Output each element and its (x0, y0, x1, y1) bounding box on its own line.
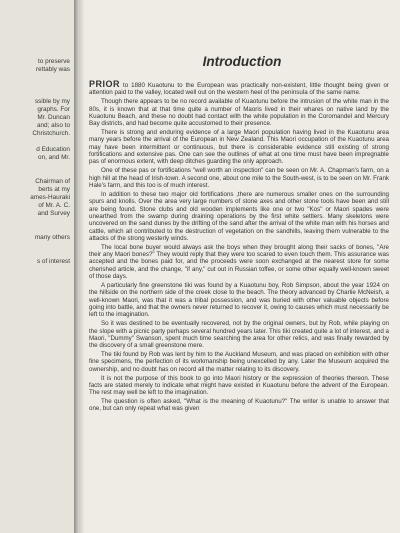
paragraph-text: to 1880 Kuaotunu to the European was practically non-existent, little thought being given or attention paid to the valley, located well out on the western heel of the peninsula of the same name. (89, 82, 389, 97)
left-page-line: ssible by my (34, 98, 70, 105)
introduction-body (89, 81, 389, 414)
left-page-line: to preserve (38, 58, 70, 65)
left-page-line: rettably was (35, 66, 70, 73)
paragraph-text: The local bone buyer would always ask the boys when they brought along their sacks of bones, "Are their any Maori bones?" They would reply that they were too scared to even touch them. This assurance was accepted and the bones paid for, and the proceeds were soon exchanged at the nearest store for some cherished article, and the change, "if any," cut out in Russian toffee, or some other equally well-known sweet of those days. (89, 243, 389, 281)
left-page (0, 0, 74, 533)
paragraph-text: One of these pas or fortifications "well worth an inspection" can be seen on Mr. A. Chapman's farm, on a high hill at the head of Irish-town. A second one, about one mile to the South-west, is to be seen on Mr. Frank Hale's farm, and this too is of much interest. (89, 167, 389, 189)
paragraph (89, 398, 389, 413)
paragraph-text: The tiki found by Rob was lent by him to the Auckland Museum, and was placed on exhibition with other fine specimens, the perfection of its workmanship being unexcelled by any. Later the Museum acquired the ownership, and no doubt has on record all the matter relating to its discovery. (89, 351, 389, 373)
left-page-line: d Education (36, 146, 70, 153)
dropcap-word: PRIOR (89, 79, 121, 89)
paragraph-text: A particularly fine greenstone tiki was found by a Kuaotunu boy, Rob Simpson, about the year 1924 on the hillside on the northern side of the creek close to the beach. The theory advanced by Charlie McNeish, a well-known Maori, was that it was a tribal possession, and was buried with other valuable objects before going into battle, and that the owners never returned to recover it, owing to causes which must necessarily be left to the imagination. (89, 281, 389, 319)
paragraph-text: In addition to these two major old fortifications ,there are numerous smaller ones on the surrounding spurs and knolls. Over the area very large numbers of stone axes and other stone tools have been and still are being found. Stone clubs and old wooden implements like one or two "Kos" or Maori spades were unearthed from the swamp during draining operations by the first white settlers. Many skeletons were uncovered on the sand dunes by the drifting of the sand after the arrival of the white man with his horses and cattle, which all contributed to the destruction of vegetation on the sandhills, leaving them vulnerable to the attacks of the strong westerly winds. (89, 190, 389, 242)
paragraph-text: It is not the purpose of this book to go into Maori history or the expression of theories thereon. These facts are stated merely to indicate what might have existed in Kuaotunu before the advent of the European. The rest may well be left to the imagination. (89, 374, 389, 397)
left-page-line: berts at my (38, 186, 70, 193)
page-title: Introduction (202, 54, 282, 69)
left-page-line: and Survey (37, 210, 70, 217)
paragraph (89, 351, 389, 373)
paragraph (89, 244, 389, 281)
book-gutter (74, 0, 84, 533)
left-page-line: and; also to (36, 122, 70, 129)
paragraph (89, 375, 389, 397)
left-page-line: Christchurch. (32, 130, 70, 137)
left-page-line: s of interest (36, 258, 70, 265)
left-page-line: of Mr. A. C. (38, 202, 70, 209)
paragraph (89, 320, 389, 349)
left-page-line: graphs. For (37, 106, 70, 113)
paragraph (89, 191, 389, 242)
paragraph (89, 81, 389, 97)
paragraph-text: There is strong and enduring evidence of a large Maori population having lived in the Kuaotunu area many years before the arrival of the European in New Zealand. This Maori occupation of the Kuaotunu area may have been intermittent or continuous, but there is considerable evidence still existing of strong fortifications and extensive pas. One can see the outlines of what at one time must have been impregnable pas of enormous extent, with deep ditches guarding the only approach. (89, 129, 389, 166)
paragraph (89, 98, 389, 127)
paragraph-text: Though there appears to be no record available of Kuaotunu before the intrusion of the white man in the 80s, it is known that at that time quite a number of Maoris lived in their whares on native land by the Kuaotunu Beach, and these no doubt had contact with the white population in the Coromandel and Mercury Bay districts, and had become quite accustomed to their presence. (89, 98, 389, 128)
paragraph-text: The question is often asked, "What is the meaning of Kuaotunu?" The writer is unable to answer that one, but can only repeat what was given (89, 398, 389, 413)
left-page-line: on, and Mr. (38, 154, 70, 161)
left-page-line: ames-Hauraki (30, 194, 70, 201)
left-page-line: Chairman of (35, 178, 70, 185)
paragraph (89, 167, 389, 189)
left-page-line: Mr. Duncan (37, 114, 70, 121)
paragraph-text: So it was destined to be eventually recovered, not by the original owners, but by Rob, while playing on the slope with a picnic party perhaps several hundred years later. This tiki created quite a lot of interest, and a Maori, "Dummy" Swanson, spent much time searching the area for other relics, and was finally rewarded by the discovery of a small greenstone mere. (89, 320, 389, 350)
left-page-line: many others (34, 234, 70, 241)
paragraph (89, 129, 389, 166)
paragraph (89, 282, 389, 319)
